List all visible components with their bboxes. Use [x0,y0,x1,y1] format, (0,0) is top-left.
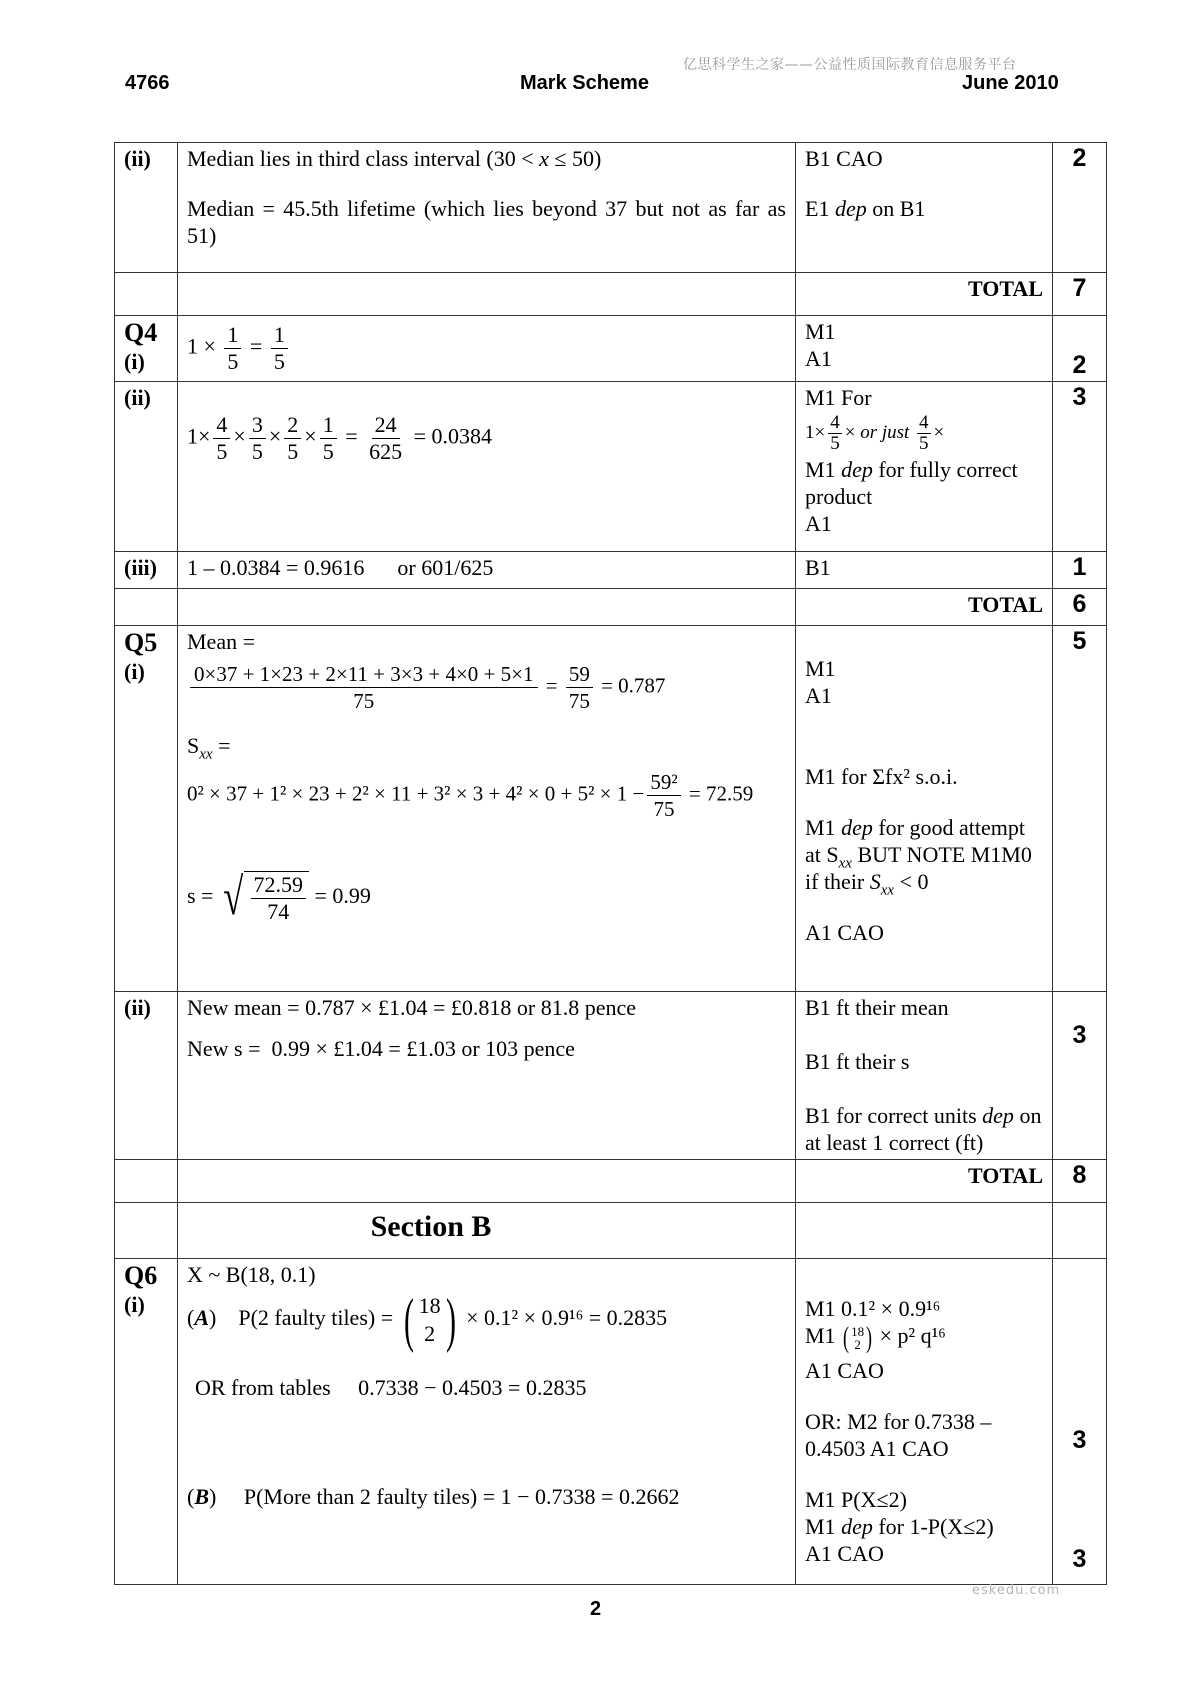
table-row [115,626,1107,992]
question-label: Q5 (i) [115,626,178,992]
total-value: 6 [1053,589,1107,626]
marks-cell: M1 A1 [796,316,1053,382]
table-row [115,143,1107,273]
table-row [115,992,1107,1160]
answer-cell: 1 × $\frac{1}{5}$ = $\frac{1}{5}$ [178,316,796,382]
marks-total: 3 [1053,992,1107,1160]
total-label: TOTAL [796,589,1053,626]
total-label: TOTAL [796,1160,1053,1203]
answer-cell: Mean = $\frac{0\times 37 + 1\times 23 + 2\times 11 + 3\times 3 + 4\times 0 + 5\times 1}{75}$ = $\frac{59}{75}$ = 0.787 $S_{xx}$ = 0² × 37 + 1² × 23 + 2² × 11 + 3² × 3 + 4² × 0 + 5² × 1 − $\frac{\text{59²}}{75}$ = 72.59 s = √ $\frac{72.59}{74}$ = 0.99 [178,626,796,992]
question-label: Q4 (i) [115,316,178,382]
answer-cell: 1 – 0.0384 = 0.9616 or 601/625 [178,552,796,589]
marks-total: 2 [1053,143,1107,273]
marks-total: 3 [1053,382,1107,552]
part-label: (ii) [115,143,178,273]
total-row [115,1160,1107,1203]
marks-cell: M1 A1 M1 for Σfx² s.o.i. M1 dep for good attempt at $S_{xx}$ BUT NOTE M1M0 if their $S_{xx} < 0$ A1 CAO [796,626,1053,992]
header-date: June 2010 [962,72,1059,94]
table-row [115,1259,1107,1585]
answer-cell: 1× $\frac{4}{5}$ × $\frac{3}{5}$ × $\frac{2}{5}$ × $\frac{1}{5}$ = $\frac{24}{625}$ = 0.0384 [178,382,796,552]
watermark-bottom: eskedu.com [972,1583,1061,1598]
part-label: (iii) [115,552,178,589]
watermark-top: 亿思科学生之家——公益性质国际教育信息服务平台 [683,57,1017,73]
table-row [115,316,1107,382]
part-label: (ii) [115,382,178,552]
marks-cell: B1 ft their mean B1 ft their s B1 for correct units dep on at least 1 correct (ft) [796,992,1053,1160]
page-number: 2 [589,1598,602,1620]
marks-cell: M1 For 1× $\frac{4}{5}$ × or just $\frac{4}{5}$ × M1 dep for fully correct product A1 [796,382,1053,552]
marks-cell: B1 [796,552,1053,589]
marks-total: 5 [1053,626,1107,992]
total-value: 8 [1053,1160,1107,1203]
total-label: TOTAL [796,273,1053,316]
marks-cell: B1 CAO E1 dep on B1 [796,143,1053,273]
answer-cell: X ~ B(18, 0.1) (A) P(2 faulty tiles) = ( 18 2 ) × 0.1² × 0.9¹⁶ = 0.2835 OR from tables 0.7338 − 0.4503 = 0.2835 (B) P(More than 2 faulty tiles) = 1 − 0.7338 = 0.2662 [178,1259,796,1585]
marks-total: 3 3 [1053,1259,1107,1585]
total-row [115,589,1107,626]
answer-cell: New mean = 0.787 × £1.04 = £0.818 or 81.8 pence New s = 0.99 × £1.04 = £1.03 or 103 pence [178,992,796,1160]
table-row [115,552,1107,589]
table-row [115,382,1107,552]
total-value: 7 [1053,273,1107,316]
header-code: 4766 [125,72,170,94]
section-row [115,1203,1107,1259]
answer-cell: Median lies in third class interval (30 < x ≤ 50) Median = 45.5th lifetime (which lies beyond 37 but not as far as 51) [178,143,796,273]
question-label: Q6 (i) [115,1259,178,1585]
total-row [115,273,1107,316]
marks-total: 1 [1053,552,1107,589]
mark-scheme-table [114,142,1107,1585]
marks-cell: M1 0.1² × 0.9¹⁶ M1 ( 18 2 ) × p² q¹⁶ A1 CAO OR: M2 for 0.7338 – 0.4503 A1 CAO M1 P(X≤2) M1 dep for 1-P(X≤2) A1 CAO [796,1259,1053,1585]
marks-total: 2 [1053,316,1107,382]
section-heading: Section B [178,1203,796,1259]
header-title: Mark Scheme [520,72,649,94]
part-label: (ii) [115,992,178,1160]
